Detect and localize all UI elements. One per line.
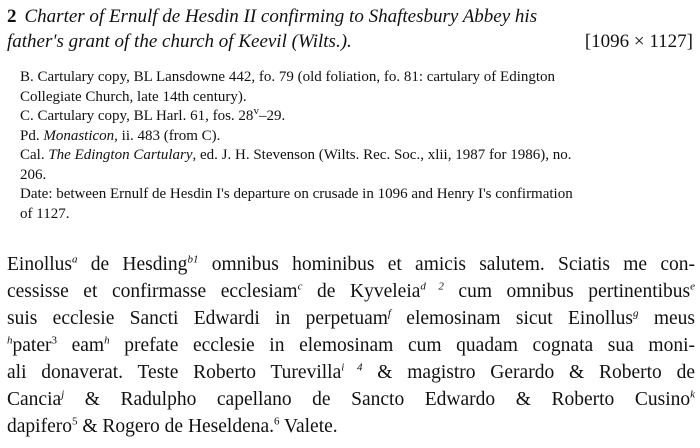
text-span: eam	[56, 335, 105, 356]
source-b-line-2: Collegiate Church, late 14th century).	[20, 88, 247, 105]
note-marker: a	[72, 253, 78, 266]
text-line-3	[7, 305, 695, 332]
charter-number: 2	[7, 6, 17, 27]
note-marker: e	[690, 280, 696, 293]
printed-prefix: Pd.	[20, 127, 44, 144]
text-span: omnibus hominibus et amicis salutem. Sciatis me con-	[198, 254, 695, 275]
text-line-2	[7, 278, 695, 305]
note-marker: b1	[187, 253, 199, 266]
date-note-line-2: of 1127.	[20, 205, 70, 222]
text-line-5	[7, 359, 695, 386]
source-b	[20, 68, 694, 107]
text-span: & Radulpho capellano de Sancto Edwardo & Roberto Cusino	[64, 389, 691, 410]
source-b-line-1: B. Cartulary copy, BL Lansdowne 442, fo. 79 (old foliation, fo. 81: cartulary of Edington	[20, 69, 556, 85]
charter-text	[7, 251, 695, 440]
text-span: Cancia	[7, 389, 62, 410]
note-marker: h	[104, 334, 110, 347]
text-span: elemosinam sicut Einollus	[390, 308, 634, 329]
text-span: cessisse et confirmasse ecclesiam	[7, 281, 298, 302]
text-span: meus	[638, 308, 695, 329]
text-span: pater	[12, 335, 52, 356]
date-note	[20, 185, 694, 224]
note-marker: j	[61, 388, 65, 401]
printed-edition	[20, 127, 694, 147]
heading-line-1	[7, 4, 693, 29]
text-span: suis ecclesie Sancti Edwardi in perpetuam	[7, 308, 388, 329]
calendar-suffix: , ed. J. H. Stevenson (Wilts. Rec. Soc., xlii, 1987 for 1986), no.	[192, 147, 572, 163]
source-c	[20, 107, 694, 127]
text-span: de Kyveleia	[302, 281, 421, 302]
date-note-line-1: Date: between Ernulf de Hesdin I's departure on crusade in 1096 and Henry I's confirmation	[20, 186, 573, 202]
text-line-6	[7, 386, 695, 413]
printed-title: Monasticon	[43, 127, 115, 144]
calendar-line-2: 206.	[20, 166, 47, 183]
charter-title-line-1: Charter of Ernulf de Hesdin II confirming to Shaftesbury Abbey his	[24, 6, 538, 27]
text-span: dapifero	[7, 416, 72, 437]
note-marker: f	[387, 307, 391, 320]
text-span: & magistro Gerardo & Roberto de	[362, 362, 696, 383]
text-span: cum omnibus pertinentibus	[443, 281, 691, 302]
printed-suffix: , ii. 483 (from C).	[114, 127, 221, 144]
source-c-suffix: –29.	[258, 108, 286, 124]
text-span: prefate ecclesie in elemosinam cum quadam cognata sua moni-	[109, 335, 695, 356]
source-c-superscript: v	[253, 105, 259, 117]
charter-title-line-2: father's grant of the church of Keevil (Wilts.).	[7, 31, 352, 52]
calendar-title: The Edington Cartulary	[48, 147, 193, 163]
source-notes	[20, 68, 694, 224]
text-span: Einollus	[7, 254, 73, 275]
note-marker: 5	[71, 415, 78, 428]
note-marker: d 2	[420, 280, 444, 293]
note-marker: 6	[274, 415, 280, 428]
charter-heading	[7, 4, 693, 54]
note-marker: 3	[51, 334, 57, 347]
text-span: Valete.	[279, 416, 338, 437]
charter-date: [1096 × 1127]	[584, 31, 693, 52]
text-span: de Hesding	[77, 254, 188, 275]
note-marker: c	[297, 280, 303, 293]
text-line-4	[7, 332, 695, 359]
text-line-1	[7, 251, 695, 278]
note-marker: g	[633, 307, 639, 320]
note-marker: k	[690, 388, 695, 401]
source-c-text: C. Cartulary copy, BL Harl. 61, fos. 28	[20, 108, 254, 124]
calendar-prefix: Cal.	[20, 147, 49, 163]
text-span: & Rogero de Heseldena.	[77, 416, 275, 437]
note-marker: i 4	[341, 361, 363, 374]
calendar-reference	[20, 146, 694, 185]
text-line-7	[7, 413, 695, 440]
note-marker: h	[7, 334, 13, 347]
text-span: ali donaverat. Teste Roberto Turevilla	[7, 362, 342, 383]
